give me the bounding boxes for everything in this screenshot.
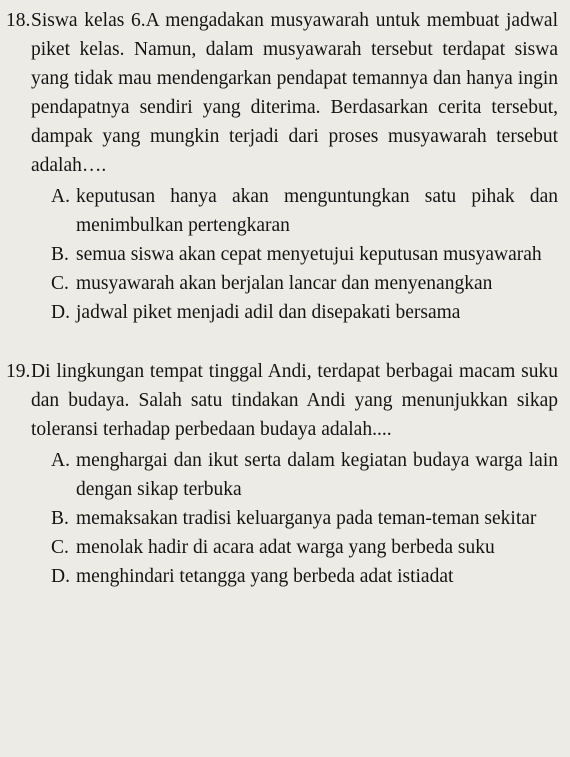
option-letter: C. — [51, 537, 69, 558]
answer-options — [31, 446, 558, 591]
question-text: Siswa kelas 6.A mengadakan musyawarah untuk membuat jadwal piket kelas. Namun, dalam musyawarah tersebut terdapat siswa yang tidak mau mendengarkan pendapat temannya dan hanya ingin pendapatnya sendiri yang diterima. Berdasarkan cerita tersebut, dampak yang mungkin terjadi dari proses musyawarah tersebut adalah…. — [31, 10, 558, 176]
question-19 — [6, 357, 558, 591]
option-b[interactable] — [31, 504, 558, 533]
option-text: menolak hadir di acara adat warga yang berbeda suku — [76, 537, 495, 558]
option-text: musyawarah akan berjalan lancar dan menyenangkan — [76, 273, 493, 294]
option-letter: B. — [51, 244, 69, 265]
answer-options — [31, 182, 558, 327]
option-letter: C. — [51, 273, 69, 294]
question-number: 18. — [6, 10, 31, 31]
option-d[interactable] — [31, 562, 558, 591]
option-text: semua siswa akan cepat menyetujui keputusan musyawarah — [76, 244, 542, 265]
option-letter: A. — [51, 186, 70, 207]
option-c[interactable] — [31, 533, 558, 562]
option-text: menghindari tetangga yang berbeda adat istiadat — [76, 566, 454, 587]
option-letter: A. — [51, 450, 70, 471]
option-c[interactable] — [31, 269, 558, 298]
option-d[interactable] — [31, 298, 558, 327]
option-letter: D. — [51, 566, 70, 587]
option-text: jadwal piket menjadi adil dan disepakati bersama — [76, 302, 461, 323]
option-letter: D. — [51, 302, 70, 323]
option-text: menghargai dan ikut serta dalam kegiatan budaya warga lain dengan sikap terbuka — [76, 450, 558, 500]
option-a[interactable] — [31, 182, 558, 240]
option-text: keputusan hanya akan menguntungkan satu pihak dan menimbulkan pertengkaran — [76, 186, 558, 236]
question-18 — [6, 6, 558, 327]
option-b[interactable] — [31, 240, 558, 269]
option-text: memaksakan tradisi keluarganya pada teman-teman sekitar — [76, 508, 537, 529]
option-letter: B. — [51, 508, 69, 529]
question-text: Di lingkungan tempat tinggal Andi, terdapat berbagai macam suku dan budaya. Salah satu tindakan Andi yang menunjukkan sikap toleransi terhadap perbedaan budaya adalah.... — [31, 361, 558, 440]
question-number: 19. — [6, 361, 31, 382]
option-a[interactable] — [31, 446, 558, 504]
